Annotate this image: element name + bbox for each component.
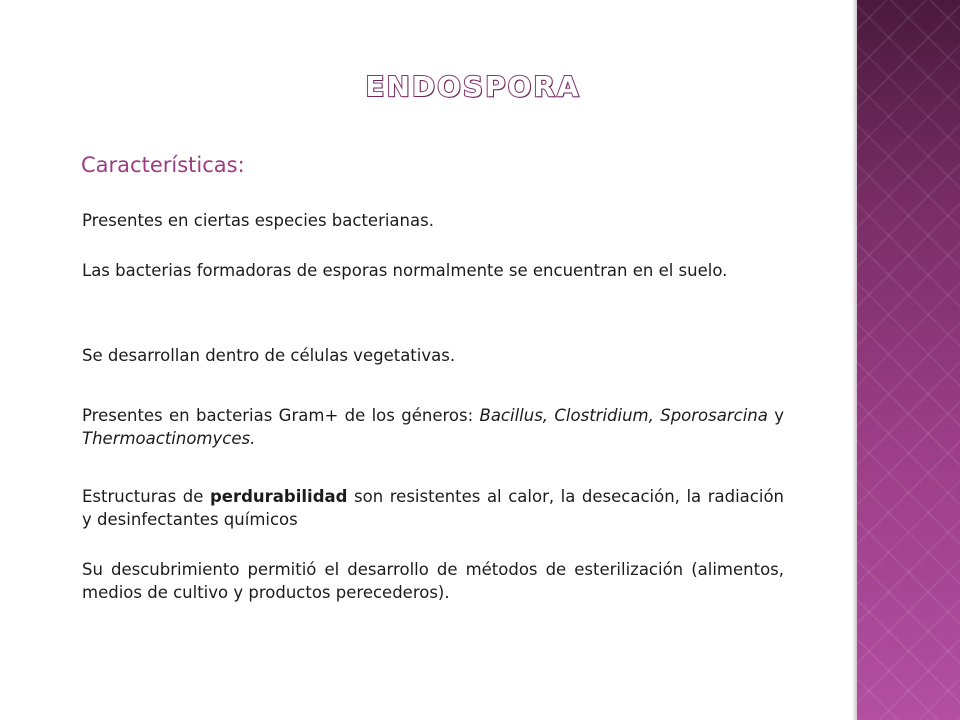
resistance-text-rest: son resistentes al calor, la desecación, la radiación y desinfectantes químicos <box>82 487 784 529</box>
paragraph-vegetative-cells: Se desarrollan dentro de células vegetativas. <box>82 346 456 365</box>
paragraph-sterilization: Su descubrimiento permitió el desarrollo de métodos de esterilización (alimentos, medios de cultivo y productos perecederos). <box>82 560 784 602</box>
genera-names: Bacillus, Clostridium, Sporosarcina <box>479 406 768 425</box>
section-subtitle: Características: <box>81 153 245 177</box>
slide-title: ENDOSPORA <box>365 70 581 103</box>
paragraph-soil: Las bacterias formadoras de esporas normalmente se encuentran en el suelo. <box>82 261 728 280</box>
genus-thermoactinomyces: Thermoactinomyces. <box>82 429 256 448</box>
resistance-text-intro: Estructuras de <box>82 487 210 506</box>
keyword-perdurabilidad: perdurabilidad <box>209 487 348 506</box>
genera-text-conjunction: y <box>767 406 784 425</box>
paragraph-resistance <box>82 485 784 531</box>
decorative-side-panel <box>857 0 960 720</box>
paragraph-genera <box>82 404 784 450</box>
paragraph-presence: Presentes en ciertas especies bacterianas. <box>82 211 434 230</box>
genera-text-intro: Presentes en bacterias Gram+ de los géneros: <box>82 406 480 425</box>
